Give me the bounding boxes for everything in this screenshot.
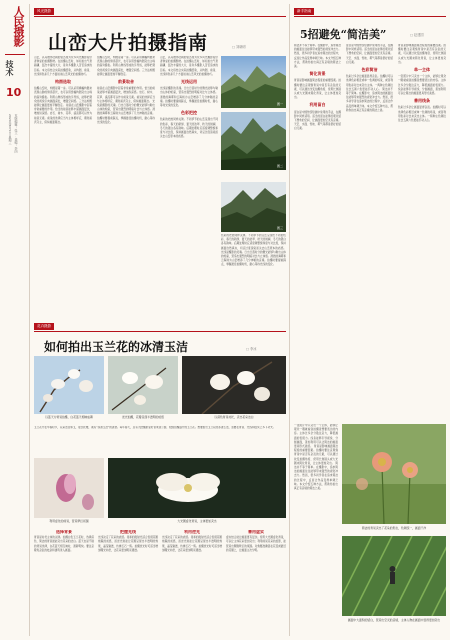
mountain-photo-3: 图三 xyxy=(221,182,286,232)
field-caption: 画面中大面积的留白，营造出空灵的意境，主体人物在画面中显得更加突出 xyxy=(347,618,441,622)
article1-para-5: 色彩的把控同样关键。不同季节的山峦呈现出不同的色彩，春天的新绿、夏天的浓翠、秋天的斑斓、冬天的银白各有韵味。后期处理时应适度调整饱和度与对比度，保持画面自然真实，切忌过度渲染而失去山峦原本的质感。 xyxy=(160,118,218,139)
magnolia-photo-3 xyxy=(182,356,286,414)
article1-headline: 山峦大片拍摄指南 xyxy=(48,32,209,54)
field-photo xyxy=(342,536,446,616)
article3-headline: 5招避免“简洁美” xyxy=(300,28,387,41)
article1-subhead-3: 光线运用 xyxy=(181,79,197,85)
magnolia-photo-1 xyxy=(34,356,104,414)
magnolia-photo-4 xyxy=(34,458,104,518)
magnolia-photo-5 xyxy=(108,458,286,518)
article2-para-3: 光线决定了花朵的质感。柔和的散射光适合表现花瓣细腻的质感，而逆光则能让花瓣呈现出半透明的效果，晶莹剔透，仿佛玉石一般。拍摄逆光时可适当增加曝光补偿，让花朵更加明亮通透。 xyxy=(98,536,158,552)
article3-para-3: 留白是中国传统绘画中常用的手法，在摄影中同样适用。适当的留白能够给观众留下想象的空间，让画面更加空灵有意境。天空、水面、雪地、雾气等都是很好的留白元素。 xyxy=(346,44,393,64)
magnolia-caption-5: 大光圈虚化背景，主体更加突出 xyxy=(177,519,217,523)
article3-para-1: 简洁并不等于简单。在摄影中，追求简洁的画面往往能够带来强烈的视觉冲击力。然而，很多初学者在追求简洁的过程中，反而让作品变得单调乏味。本文介绍五种方法，帮助你拍出真正有意境的简洁之美。 xyxy=(294,44,341,69)
mountain-photo-2: 图二 xyxy=(221,112,286,170)
article3-para-2: 背景是影响画面简洁程度的重要因素。拍摄时要注意观察背景中是否有杂乱的元素，可以通过改变拍摄角度、使用长焦镜头或大光圈来简化背景，让主体更加突出。 xyxy=(294,79,341,100)
mountain-photo-1 xyxy=(221,56,286,108)
masthead xyxy=(4,6,26,166)
section-label: 技术 xyxy=(5,60,15,76)
section-tag-beginner: 新手指南 xyxy=(294,8,314,15)
article3-byline: □ 赵建国 xyxy=(410,33,424,37)
article3-subhead-5: 善用线条 xyxy=(414,98,430,104)
flower-caption: 简洁的背景突出了花朵的形态，色调统一，画面干净 xyxy=(361,526,427,530)
magnolia-caption-3: 以深色背景衬托，突出花朵洁白 xyxy=(214,415,254,419)
article1-para-1: 山峦，以其雄伟壮阔的姿态成为众多风光摄影爱好者钟爱的拍摄题材。在拍摄山峦时，如何拍出气势磅礴、层次丰富的大片，是许多摄影人苦苦追求的目标。本文将结合实际拍摄经验，从构图、前景、光线和色彩几个方面谈谈山峦风光的拍摄技巧。 xyxy=(34,56,92,76)
article3-subhead-3: 色彩简洁 xyxy=(361,67,378,73)
article1-subhead-4: 色彩把控 xyxy=(181,110,197,116)
article2-subhead-2: 把握光线 xyxy=(120,530,136,534)
article2-byline: □ 李冰 xyxy=(246,347,257,351)
article2-subhead-3: 利用逆光 xyxy=(184,530,200,534)
article3-subhead-2: 利用留白 xyxy=(309,102,326,108)
issue-info: 2020年4月1日 星期三 xyxy=(8,114,12,145)
article3-body: 简洁并不等于简单。在摄影中，追求简洁的画面往往能够带来强烈的视觉冲击力。然而，很多初学者在追求简洁的过程中，反而让作品变得单调乏味。本文介绍五种方法，帮助你拍出真正有意境的简洁之美。 简化背景 背景是影响画面简洁程度的重要因素。拍摄时要注意观察背景中是否有杂乱的元素，可以通过改变拍摄角度、使用长焦镜头或大光圈来简化背景，让主体更加突出。 利用留白 留白是中国传统绘画中常用的手法，在摄影中同样适用。适当的留白能够给观众留下想象的空间，让画面更加空灵有意境。天空、水面、雪地、雾气等都是很好的留白元素。 留白是中国传统绘画中常用的手法，在摄影中同样适用。适当的留白能够给观众留下想象的空间，让画面更加空灵有意境。天空、水面、雪地、雾气等都是很好的留白元素。 色彩简洁 色彩过多会让画面显得杂乱。拍摄时可以选择色彩相近或单一色调的场景，或者利用色彩对比来突出主体。一两种主色调往往比五颜六色更能打动人心。 简洁并不等于简单。在摄影中，追求简洁的画面往往能够带来强烈的视觉冲击力。然而，很多初学者在追求简洁的过程中，反而让作品变得单调乏味。本文介绍五种方法，帮助你拍出真正有意境的简洁之美。 背景是影响画面简洁程度的重要因素。拍摄时要注意观察背景中是否有杂乱的元素，可以通过改变拍摄角度、使用长焦镜头或大光圈来简化背景，让主体更加突出。 单一主体 一张照片中只突出一个主体，能够让观众一眼就看到拍摄者想要表达的内容。主体过多会分散注意力，降低画面的表现力。线条能够引导视线、分割画面，善加利用可以让简洁的画面更具形式美感。 善用线条 色彩过多会让画面显得杂乱。拍摄时可以选择色彩相近或单一色调的场景，或者利用色彩对比来突出主体。一两种主色调往往比五颜六色更能打动人心。 xyxy=(294,44,446,131)
issue-extra: 本版编辑：张三 · 美编：李四 xyxy=(14,114,18,153)
newspaper-logo: 人民摄影 xyxy=(12,6,25,46)
article2-para-4: 虚实结合能让画面更有层次。使用大光圈虚化背景，可以让主体花朵更加突出；利用前景花朵的虚影，能营造出朦胧梦幻的氛围。对焦要准确落在花蕊或最近的花瓣上，让画面主次分明。 xyxy=(226,536,286,552)
page-number: 10 xyxy=(6,86,22,99)
section-tag-flower: 花卉摄影 xyxy=(34,323,54,330)
article3-subhead-1: 简化背景 xyxy=(309,71,326,77)
article2-subhead-1: 选择背景 xyxy=(56,530,72,534)
article3-para-5: 一张照片中只突出一个主体，能够让观众一眼就看到拍摄者想要表达的内容。主体过多会分散注意力，降低画面的表现力。线条能够引导视线、分割画面，善加利用可以让简洁的画面更具形式美感。 xyxy=(398,75,446,96)
magnolia-caption-1: 以蓝天为背景拍摄，白花蓝天相映成趣 xyxy=(45,415,93,419)
magnolia-photo-2 xyxy=(108,356,178,414)
flower-photo xyxy=(342,424,446,524)
article1-para-3: 前景在山峦摄影中起着非常重要的作用。恰当的前景能够丰富画面层次，增加纵深感。岩石、树木、花草、溪流都可以作为前景元素。前景的选择应当与主体相呼应，避免喧宾夺主，保持画面简洁。 xyxy=(97,87,155,103)
article2-subhead-4: 善用虚实 xyxy=(248,530,264,534)
article2-body xyxy=(34,426,286,456)
article2-headline: 如何拍出玉兰花的冰清玉洁 xyxy=(44,340,189,354)
article2-para-1: 玉兰花开在早春时节，花朵洁白如玉，姿态优雅，素有“冰清玉洁”的美誉。每年春天，总有大批摄影爱好者来到公园、校园拍摄盛开的玉兰花。想要拍出玉兰花的冰清玉洁，需要在背景、光线和虚实上多下功夫。 xyxy=(34,426,276,429)
magnolia-caption-2: 逆光拍摄，花瓣呈现半透明的质感 xyxy=(122,415,164,419)
article1-para-4: 光线是摄影的灵魂。日出日落时分的侧光能够勾勒出山体的轮廓，营造出强烈的明暗对比与立体感。清晨的薄雾和云海则为山峦增添了几分神秘的意境。拍摄时要提前踩点，掌握最佳拍摄时机，耐心等待光线的变化。 xyxy=(160,87,218,108)
article1-para-2: 拍摄山峦时，构图是第一步。可以采用横幅构图来表现山脉的绵延起伏，也可以用竖幅构图突出主峰的高耸挺拔。利用山脊线形成的引导线，能够把观众的视线引向画面深处，增强空间感。三分法构图能够让画面更加平衡稳定。 xyxy=(34,87,92,108)
section-tag-landscape: 风光摄影 xyxy=(34,8,54,15)
article1-byline: □ 刘晓明 xyxy=(232,45,246,49)
article1-body: 山峦，以其雄伟壮阔的姿态成为众多风光摄影爱好者钟爱的拍摄题材。在拍摄山峦时，如何拍出气势磅礴、层次丰富的大片，是许多摄影人苦苦追求的目标。本文将结合实际拍摄经验，从构图、前景、光线和色彩几个方面谈谈山峦风光的拍摄技巧。 构图选取 拍摄山峦时，构图是第一步。可以采用横幅构图来表现山脉的绵延起伏，也可以用竖幅构图突出主峰的高耸挺拔。利用山脊线形成的引导线，能够把观众的视线引向画面深处，增强空间感。三分法构图能够让画面更加平衡稳定。 前景在山峦摄影中起着非常重要的作用。恰当的前景能够丰富画面层次，增加纵深感。岩石、树木、花草、溪流都可以作为前景元素。前景的选择应当与主体相呼应，避免喧宾夺主，保持画面简洁。 拍摄山峦时，构图是第一步。可以采用横幅构图来表现山脉的绵延起伏，也可以用竖幅构图突出主峰的高耸挺拔。利用山脊线形成的引导线，能够把观众的视线引向画面深处，增强空间感。三分法构图能够让画面更加平衡稳定。 前景取舍 前景在山峦摄影中起着非常重要的作用。恰当的前景能够丰富画面层次，增加纵深感。岩石、树木、花草、溪流都可以作为前景元素。前景的选择应当与主体相呼应，避免喧宾夺主，保持画面简洁。 光线是摄影的灵魂。日出日落时分的侧光能够勾勒出山体的轮廓，营造出强烈的明暗对比与立体感。清晨的薄雾和云海则为山峦增添了几分神秘的意境。拍摄时要提前踩点，掌握最佳拍摄时机，耐心等待光线的变化。 山峦，以其雄伟壮阔的姿态成为众多风光摄影爱好者钟爱的拍摄题材。在拍摄山峦时，如何拍出气势磅礴、层次丰富的大片，是许多摄影人苦苦追求的目标。本文将结合实际拍摄经验，从构图、前景、光线和色彩几个方面谈谈山峦风光的拍摄技巧。 光线运用 光线是摄影的灵魂。日出日落时分的侧光能够勾勒出山体的轮廓，营造出强烈的明暗对比与立体感。清晨的薄雾和云海则为山峦增添了几分神秘的意境。拍摄时要提前踩点，掌握最佳拍摄时机，耐心等待光线的变化。 色彩把控 色彩的把控同样关键。不同季节的山峦呈现出不同的色彩，春天的新绿、夏天的浓翠、秋天的斑斓、冬天的银白各有韵味。后期处理时应适度调整饱和度与对比度，保持画面自然真实，切忌过度渲染而失去山峦原本的质感。 xyxy=(34,56,218,139)
magnolia-caption-4: 利用虚化的前景，营造梦幻氛围 xyxy=(49,519,89,523)
article2-para-2: 背景是衬托主体的关键。拍摄白色玉兰花时，选择深色、简洁的背景最能突出花朵的洁白。蓝天也是不错的背景选择，白花蓝天相互映衬，清新明快。要注意避免杂乱的枝条和建筑进入画面。 xyxy=(34,536,94,552)
article1-subhead-1: 构图选取 xyxy=(55,79,71,85)
article3-para-4: 色彩过多会让画面显得杂乱。拍摄时可以选择色彩相近或单一色调的场景，或者利用色彩对比来突出主体。一两种主色调往往比五颜六色更能打动人心。 xyxy=(346,75,393,91)
article3-subhead-4: 单一主体 xyxy=(414,67,430,73)
photo-caption-1: 图一 xyxy=(276,102,283,106)
article1-subhead-2: 前景取舍 xyxy=(118,79,134,85)
